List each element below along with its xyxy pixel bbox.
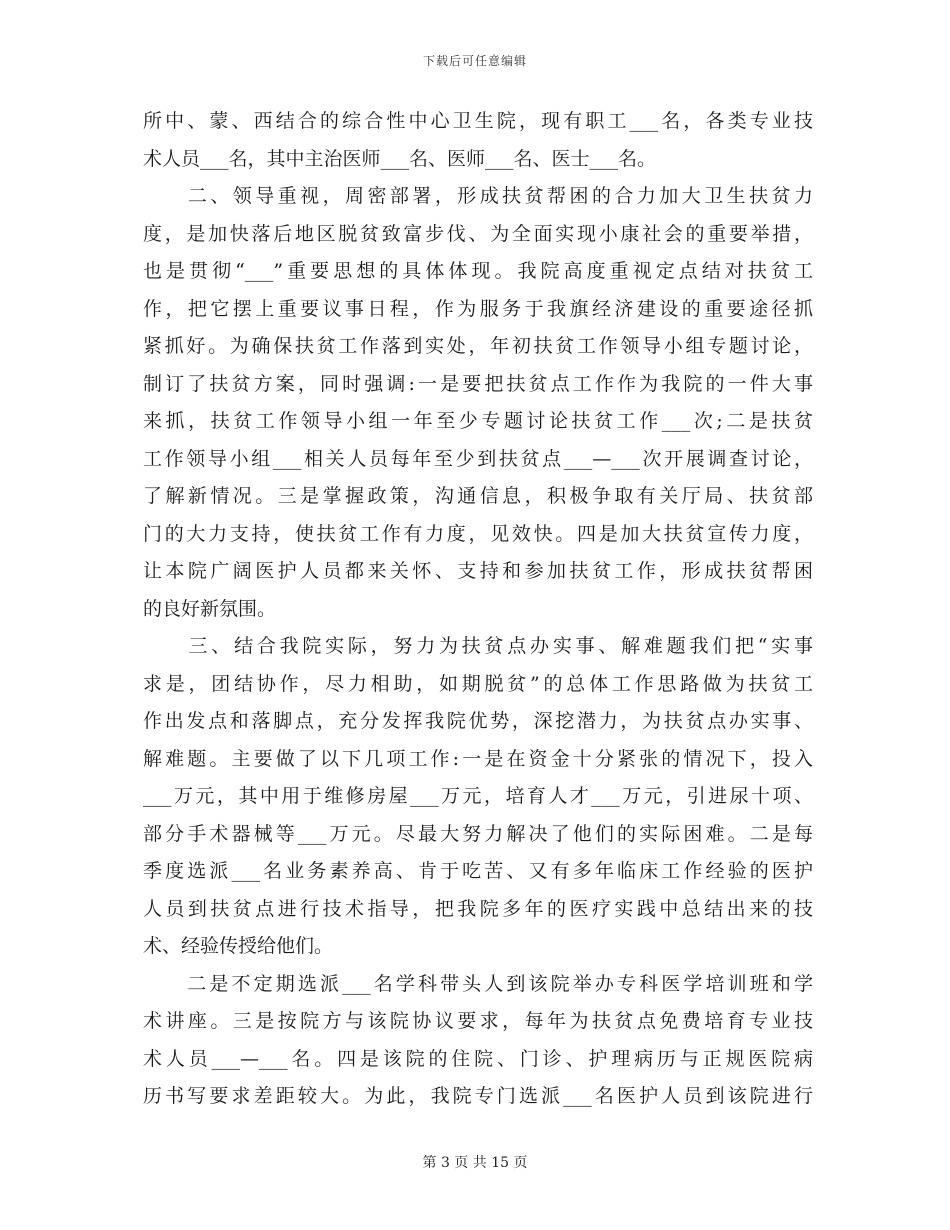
page-footer: 第 3 页 共 15 页 xyxy=(422,1155,528,1171)
text-line: 度，是加快落后地区脱贫致富步伐、为全面实现小康社会的重要举措， xyxy=(143,222,813,245)
text-line: 术、经验传授给他们。 xyxy=(143,935,334,957)
text-line: 部分手术器械等___万元。尽最大努力解决了他们的实际困难。二是每 xyxy=(143,822,813,845)
text-line: 所中、蒙、西结合的综合性中心卫生院，现有职工___名，各类专业技 xyxy=(143,110,813,132)
page-header: 下载后可任意编辑 xyxy=(422,54,527,68)
document-body xyxy=(143,103,813,1116)
text-line: 术讲座。三是按院方与该院协议要求，每年为扶贫点免费培育专业技 xyxy=(143,1010,813,1032)
text-line: 术人员___—___名。四是该院的住院、门诊、护理病历与正规医院病 xyxy=(143,1047,813,1070)
text-line: 来抓，扶贫工作领导小组一年至少专题讨论扶贫工作___次;二是扶贫 xyxy=(143,410,813,432)
text-line: 门的大力支持，使扶贫工作有力度，见效快。四是加大扶贫宣传力度， xyxy=(143,522,813,545)
text-line: 作出发点和落脚点，充分发挥我院优势，深挖潜力，为扶贫点办实事、 xyxy=(143,710,813,732)
text-line: 季度选派___名业务素养高、肯于吃苦、又有多年临床工作经验的医护 xyxy=(143,860,813,882)
text-line: 制订了扶贫方案，同时强调:一是要把扶贫点工作作为我院的一件大事 xyxy=(143,372,813,395)
text-line: 紧抓好。为确保扶贫工作落到实处，年初扶贫工作领导小组专题讨论， xyxy=(143,335,813,357)
text-line: 也是贯彻“___”重要思想的具体体现。我院高度重视定点结对扶贫工 xyxy=(143,260,813,282)
text-line: 让本院广阔医护人员都来关怀、支持和参加扶贫工作，形成扶贫帮困 xyxy=(143,560,813,582)
text-line: 二是不定期选派___名学科带头人到该院举办专科医学培训班和学 xyxy=(143,972,813,995)
text-line: 解难题。主要做了以下几项工作:一是在资金十分紧张的情况下，投入 xyxy=(143,747,813,770)
text-line: 求是，团结协作，尽力相助，如期脱贫”的总体工作思路做为扶贫工 xyxy=(143,672,813,695)
text-line: ___万元，其中用于维修房屋___万元，培育人才___万元，引进尿十项、 xyxy=(143,785,813,807)
text-line: 了解新情况。三是掌握政策，沟通信息，积极争取有关厅局、扶贫部 xyxy=(143,485,813,507)
text-line: 术人员___名，其中主治医师___名、医师___名、医士___名。 xyxy=(143,147,657,170)
text-line: 作，把它摆上重要议事日程，作为服务于我旗经济建设的重要途径抓 xyxy=(143,297,813,320)
text-line: 历书写要求差距较大。为此，我院专门选派___名医护人员到该院进行 xyxy=(143,1085,813,1107)
text-line: 工作领导小组___相关人员每年至少到扶贫点___—___次开展调查讨论， xyxy=(143,447,813,470)
text-line: 三、结合我院实际，努力为扶贫点办实事、解难题我们把“实事 xyxy=(143,635,813,657)
text-line: 人员到扶贫点进行技术指导，把我院多年的医疗实践中总结出来的技 xyxy=(143,897,813,920)
text-line: 的良好新氛围。 xyxy=(143,597,277,620)
text-line: 二、领导重视，周密部署，形成扶贫帮困的合力加大卫生扶贫力 xyxy=(143,185,813,207)
